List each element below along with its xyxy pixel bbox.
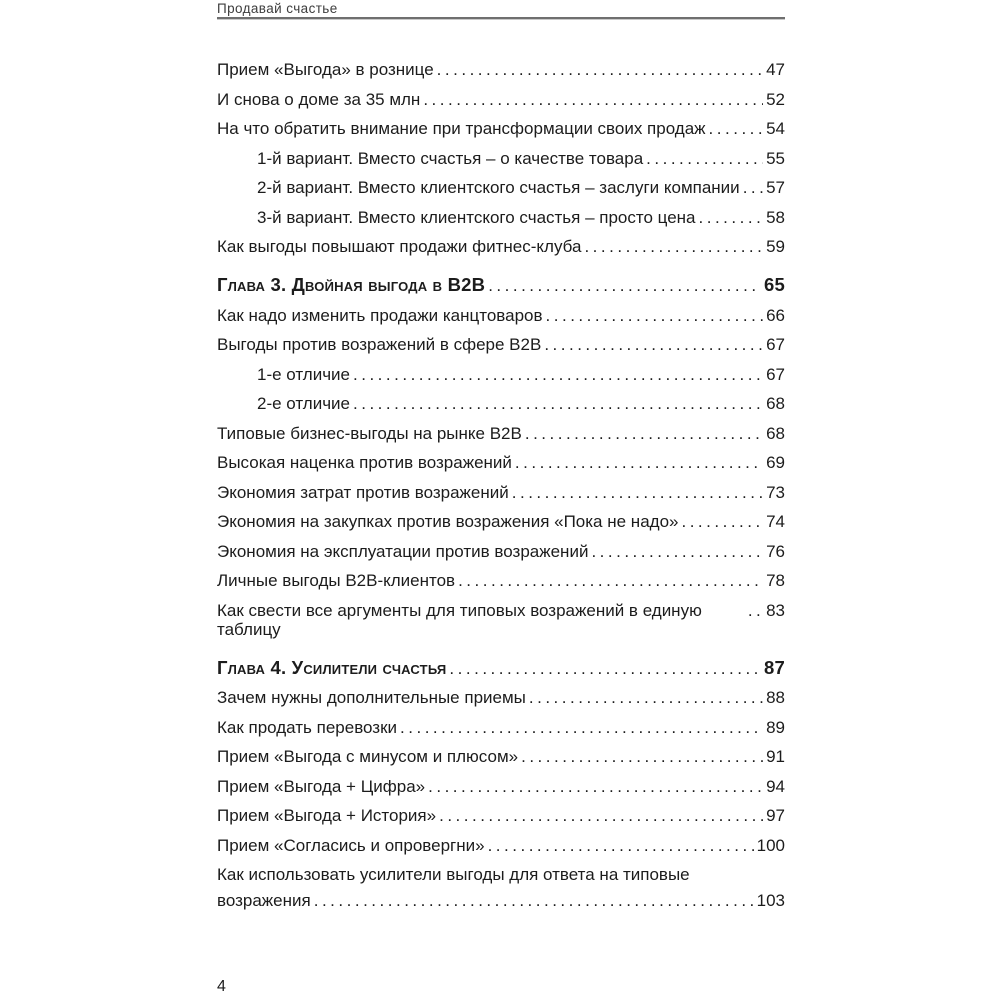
dot-leader: [439, 806, 763, 825]
toc-entry-page: 87: [764, 656, 785, 678]
dot-leader: [743, 178, 763, 197]
toc-entry-page: 83: [766, 600, 785, 620]
dot-leader: [488, 275, 761, 295]
toc-entry-page: 91: [766, 747, 785, 766]
dot-leader: [525, 424, 763, 443]
toc-entry-page: 73: [766, 482, 785, 502]
toc-entry-title: И снова о доме за 35 млн: [217, 89, 421, 109]
toc-entry-page: 94: [766, 776, 785, 796]
toc-entry-page: 65: [764, 274, 785, 295]
dot-leader: [529, 688, 763, 707]
toc-entry-page: 68: [766, 423, 785, 443]
toc-entry-page: 57: [766, 178, 785, 197]
toc-entry-row: [217, 119, 785, 138]
toc-entry-row: [217, 865, 785, 884]
toc-chapter-row: [217, 658, 785, 678]
dot-leader: [423, 90, 763, 109]
toc-entry-page: 103: [756, 891, 785, 910]
toc-entry-title: возражения: [217, 891, 311, 910]
dot-leader: [512, 483, 763, 502]
dot-leader: [437, 60, 763, 79]
toc-entry-row: [217, 60, 785, 79]
toc-entry-page: 69: [766, 453, 785, 472]
dot-leader: [584, 237, 763, 256]
dot-leader: [546, 306, 764, 325]
toc-entry-title: 1-е отличие: [257, 364, 351, 384]
toc-entry-row: [217, 891, 785, 910]
dot-leader: [591, 542, 763, 561]
toc-entry-title: Как использовать усилители выгоды для ответа на типовые: [217, 865, 690, 884]
toc-entry-title: Как надо изменить продажи канцтоваров: [217, 305, 543, 325]
toc-entry-row: [217, 90, 785, 109]
toc-entry-page: 74: [766, 512, 785, 531]
toc-entry-title: Выгоды против возражений в сфере B2B: [217, 335, 542, 354]
toc-entry-row: [217, 806, 785, 825]
toc-list: [217, 60, 785, 921]
toc-entry-title: Зачем нужны дополнительные приемы: [217, 688, 526, 707]
toc-entry-title: Экономия на эксплуатации против возражений: [217, 541, 589, 561]
toc-entry-title: Прием «Выгода + Цифра»: [217, 776, 426, 796]
toc-entry-title: 3-й вариант. Вместо клиентского счастья – просто цена: [257, 207, 696, 227]
toc-entry-row: [217, 149, 785, 168]
toc-entry-page: 97: [766, 806, 785, 825]
running-header: Продавай счастье: [217, 1, 338, 16]
toc-entry-row: [217, 512, 785, 531]
toc-entry-page: 78: [766, 571, 785, 590]
dot-leader: [646, 149, 763, 168]
dot-leader: [314, 891, 754, 910]
toc-entry-page: 88: [766, 688, 785, 707]
dot-leader: [748, 601, 763, 620]
dot-leader: [428, 777, 763, 796]
page-number: 4: [217, 978, 226, 995]
toc-entry-title: На что обратить внимание при трансформации своих продаж: [217, 119, 706, 138]
toc-entry-title: 2-й вариант. Вместо клиентского счастья – заслуги компании: [257, 178, 740, 197]
dot-leader: [353, 365, 763, 384]
toc-entry-row: [217, 718, 785, 737]
dot-leader: [521, 747, 763, 766]
toc-entry-row: [217, 394, 785, 413]
toc-entry-page: 52: [766, 89, 785, 109]
toc-entry-row: [217, 237, 785, 256]
toc-entry-row: [217, 747, 785, 766]
toc-entry-title: Как продать перевозки: [217, 717, 398, 737]
dot-leader: [488, 836, 754, 855]
toc-entry-title: Экономия на закупках против возражения «Пока не надо»: [217, 512, 679, 531]
toc-entry-title: Прием «Согласись и опровергни»: [217, 835, 485, 855]
toc-entry-page: 54: [766, 119, 785, 138]
dot-leader: [449, 658, 761, 678]
toc-entry-row: [217, 178, 785, 197]
toc-entry-row: [217, 306, 785, 325]
toc-entry-row: [217, 365, 785, 384]
toc-entry-row: [217, 542, 785, 561]
toc-chapter-title: Глава 3. Двойная выгода в B2B: [217, 274, 486, 295]
toc-chapter-title: Глава 4. Усилители счастья: [217, 656, 447, 678]
toc-entry-row: [217, 777, 785, 796]
dot-leader: [515, 453, 763, 472]
dot-leader: [400, 718, 763, 737]
toc-entry-row: [217, 571, 785, 590]
toc-entry-title: 1-й вариант. Вместо счастья – о качестве товара: [257, 148, 644, 168]
toc-entry-page: 59: [766, 237, 785, 256]
toc-entry-title: Прием «Выгода + История»: [217, 806, 437, 825]
dot-leader: [699, 208, 764, 227]
toc-entry-row: [217, 424, 785, 443]
toc-entry-page: 66: [766, 305, 785, 325]
toc-entry-page: 58: [766, 207, 785, 227]
toc-entry-row: [217, 208, 785, 227]
toc-entry-row: [217, 836, 785, 855]
toc-entry-page: 67: [766, 335, 785, 354]
toc-entry-title: Высокая наценка против возражений: [217, 453, 512, 472]
dot-leader: [681, 512, 763, 531]
toc-entry-row: [217, 453, 785, 472]
toc-entry-page: 67: [766, 364, 785, 384]
toc-entry-page: 89: [766, 717, 785, 737]
dot-leader: [353, 394, 763, 413]
toc-entry-page: 55: [766, 148, 785, 168]
toc-entry-title: Как выгоды повышают продажи фитнес-клуба: [217, 237, 582, 256]
dot-leader: [709, 119, 764, 138]
toc-entry-title: Прием «Выгода» в рознице: [217, 60, 434, 79]
toc-entry-title: Типовые бизнес-выгоды на рынке B2B: [217, 423, 522, 443]
toc-entry-title: Экономия затрат против возражений: [217, 482, 509, 502]
toc-entry-row: [217, 483, 785, 502]
toc-entry-page: 68: [766, 394, 785, 413]
toc-entry-row: [217, 688, 785, 707]
toc-entry-title: Прием «Выгода с минусом и плюсом»: [217, 747, 519, 766]
toc-entry-page: 76: [766, 541, 785, 561]
toc-entry-page: 47: [766, 60, 785, 79]
header-rule: [217, 17, 785, 20]
toc-entry-row: [217, 601, 785, 639]
toc-entry-title: Как свести все аргументы для типовых возражений в единую таблицу: [217, 600, 702, 639]
toc-entry-row: [217, 335, 785, 354]
dot-leader: [544, 335, 763, 354]
toc-entry-title: Личные выгоды B2B-клиентов: [217, 571, 456, 590]
dot-leader: [458, 571, 763, 590]
toc-chapter-row: [217, 275, 785, 295]
toc-entry-title: 2-е отличие: [257, 394, 351, 413]
toc-entry-page: 100: [756, 835, 785, 855]
